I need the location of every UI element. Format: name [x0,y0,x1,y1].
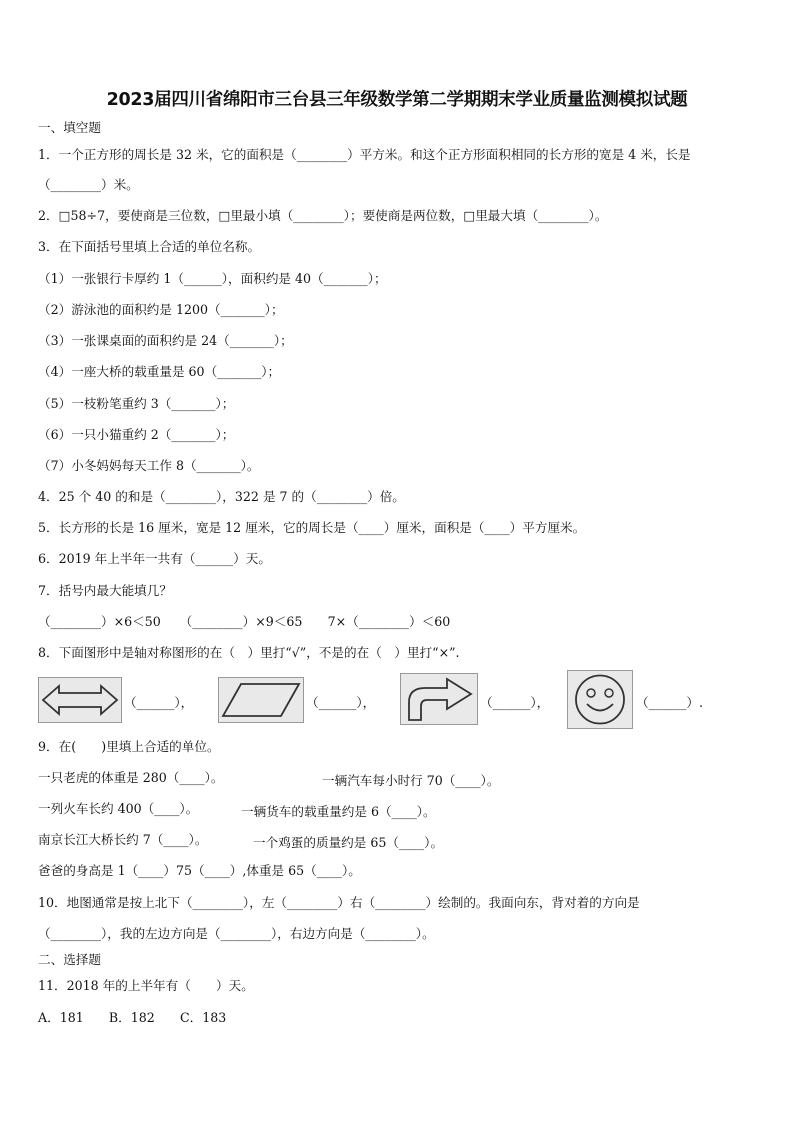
question-9-row-1a: 一只老虎的体重是 280（____）。 [38,770,224,785]
page-title: 2023届四川省绵阳市三台县三年级数学第二学期期末学业质量监测模拟试题 [106,90,688,110]
question-5: 5．长方形的长是 16 厘米，宽是 12 厘米，它的周长是（____）厘米，面积是（____）平方厘米。 [38,520,586,535]
question-2: 2．□58÷7，要使商是三位数，□里最小填（________）；要使商是两位数，□里最大填（________）。 [38,208,608,223]
double-arrow-icon [38,677,122,723]
parallelogram-icon [218,677,304,723]
question-8-blank: （______）， [306,695,376,710]
question-9-row-2b: 一辆货车的载重量约是 6（____）。 [241,804,436,819]
question-11-stem: 11．2018 年的上半年有（ ）天。 [38,978,254,993]
question-6: 6．2019 年上半年一共有（______）天。 [38,551,271,566]
question-3-item: （6）一只小猫重约 2（_______）； [38,427,235,442]
question-8-blank: （______）， [480,695,550,710]
question-4: 4．25 个 40 的和是（________），322 是 7 的（________）倍。 [38,489,405,504]
smiley-face-icon [567,670,633,729]
question-8-blank: （______）. [636,695,703,710]
question-9-row-4: 爸爸的身高是 1（____）75（____）,体重是 65（____）。 [38,863,361,878]
section-heading-fill-blank: 一、填空题 [38,120,101,135]
question-9-stem: 9．在( )里填上合适的单位。 [38,739,220,754]
question-8-blank: （______）， [124,695,194,710]
turn-arrow-icon [400,673,478,725]
question-8-stem: 8．下面图形中是轴对称图形的在（ ）里打“√”，不是的在（ ）里打“×”. [38,645,460,660]
question-9-row-1b: 一辆汽车每小时行 70（____）。 [322,773,500,788]
question-3-stem: 3．在下面括号里填上合适的单位名称。 [38,239,261,254]
question-3-item: （2）游泳池的面积约是 1200（_______）； [38,302,284,317]
question-7-line: （________）×6＜50 （________）×9＜65 7×（________）＜60 [38,614,451,629]
question-1-line-1: 1．一个正方形的周长是 32 米，它的面积是（________）平方米。和这个正方形面积相同的长方形的宽是 4 米，长是 [38,147,691,162]
question-10-line-2: （________），我的左边方向是（________），右边方向是（________）。 [38,926,435,941]
question-10-line-1: 10．地图通常是按上北下（________），左（________）右（________）绘制的。我面向东，背对着的方向是 [38,895,640,910]
question-3-item: （3）一张课桌面的面积约是 24（_______）； [38,333,293,348]
question-7-stem: 7．括号内最大能填几？ [38,583,172,598]
question-1-line-2: （________）米。 [38,177,139,192]
question-11-options: A．181 B．182 C．183 [38,1010,227,1025]
question-3-item: （7）小冬妈妈每天工作 8（_______）。 [38,458,260,473]
question-9-row-3b: 一个鸡蛋的质量约是 65（____）。 [253,835,444,850]
question-3-item: （5）一枝粉笔重约 3（_______）； [38,396,235,411]
question-3-item: （4）一座大桥的载重量是 60（_______）； [38,364,281,379]
question-9-row-2a: 一列火车长约 400（____）。 [38,801,199,816]
section-heading-choice: 二、选择题 [38,952,101,967]
question-9-row-3a: 南京长江大桥长约 7（____）。 [38,832,208,847]
question-3-item: （1）一张银行卡厚约 1（______），面积约是 40（_______）； [38,271,387,286]
